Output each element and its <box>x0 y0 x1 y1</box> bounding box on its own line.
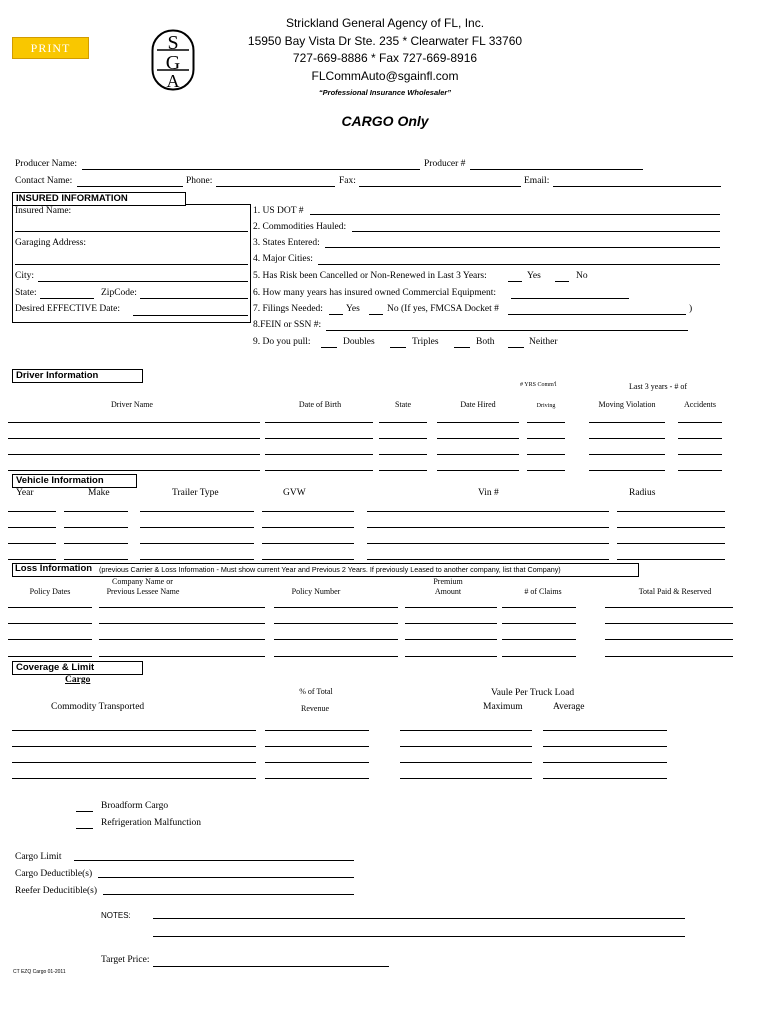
filings-close-paren: ) <box>689 304 693 314</box>
company-phone-fax: 727-669-8886 * Fax 727-669-8916 <box>292 51 478 65</box>
col-average: Average <box>553 702 585 712</box>
producer-number-field[interactable] <box>470 169 643 170</box>
insured-name-field[interactable] <box>15 231 248 232</box>
col-driver-name: Driver Name <box>111 400 153 409</box>
pull-neither-checkbox[interactable] <box>508 347 524 348</box>
col-accidents: Accidents <box>684 400 716 409</box>
states-entered-label: 3. States Entered: <box>253 238 320 248</box>
us-dot-field[interactable] <box>310 214 720 215</box>
years-owned-label: 6. How many years has insured owned Commercial Equipment: <box>253 288 496 298</box>
filings-label: 7. Filings Needed: <box>253 304 323 314</box>
pull-both-label: Both <box>476 337 495 347</box>
zipcode-field[interactable] <box>140 298 248 299</box>
phone-field[interactable] <box>216 186 335 187</box>
pull-label: 9. Do you pull: <box>253 337 311 347</box>
filings-no-label: No (If yes, FMCSA Docket # <box>387 304 499 314</box>
producer-name-field[interactable] <box>82 169 420 170</box>
col-policy-dates: Policy Dates <box>29 587 71 596</box>
col-trailer-type: Trailer Type <box>172 488 219 498</box>
col-premium-2: Amount <box>434 587 462 596</box>
cargo-limit-label: Cargo Limit <box>15 852 62 862</box>
vehicle-section-title: Vehicle Information <box>12 474 137 488</box>
cancelled-no-label: No <box>576 271 588 281</box>
us-dot-label: 1. US DOT # <box>253 206 304 216</box>
col-driving: Driving <box>536 403 556 409</box>
refrigeration-label: Refrigeration Malfunction <box>101 818 201 828</box>
broadform-checkbox[interactable] <box>76 811 93 812</box>
garaging-address-label: Garaging Address: <box>15 238 86 248</box>
svg-text:G: G <box>165 52 181 74</box>
col-moving-violation: Moving Violation <box>598 400 656 409</box>
col-revenue: Revenue <box>301 704 329 713</box>
cargo-limit-field[interactable] <box>74 860 354 861</box>
pull-doubles-label: Doubles <box>343 337 375 347</box>
major-cities-label: 4. Major Cities: <box>253 254 313 264</box>
col-policy-number: Policy Number <box>291 587 341 596</box>
company-address: 15950 Bay Vista Dr Ste. 235 * Clearwater FL 33760 <box>247 34 523 48</box>
col-value-per-truck: Vaule Per Truck Load <box>491 688 575 698</box>
broadform-label: Broadform Cargo <box>101 801 169 811</box>
producer-name-label: Producer Name: <box>15 159 77 169</box>
col-radius: Radius <box>629 488 656 498</box>
pull-both-checkbox[interactable] <box>454 347 470 348</box>
company-name: Strickland General Agency of FL, Inc. <box>285 16 485 30</box>
cancelled-label: 5. Has Risk been Cancelled or Non-Renewed in Last 3 Years: <box>253 271 487 281</box>
last-3-years-heading: Last 3 years - # of <box>629 382 687 391</box>
cancelled-yes-label: Yes <box>527 271 541 281</box>
insured-name-label: Insured Name: <box>15 206 72 216</box>
col-state: State <box>395 400 411 409</box>
commodities-label: 2. Commodities Hauled: <box>253 222 347 232</box>
major-cities-field[interactable] <box>318 264 720 265</box>
garaging-address-field[interactable] <box>15 264 248 265</box>
insured-section-title: INSURED INFORMATION <box>12 192 186 206</box>
col-make: Make <box>88 488 110 498</box>
notes-field-line-1[interactable] <box>153 918 685 919</box>
filings-yes-label: Yes <box>346 304 360 314</box>
col-company-name-2: Previous Lessee Name <box>106 587 180 596</box>
reefer-deductible-field[interactable] <box>103 894 354 895</box>
col-gvw: GVW <box>283 488 306 498</box>
fein-field[interactable] <box>326 330 688 331</box>
fax-label: Fax: <box>339 176 356 186</box>
col-date-of-birth: Date of Birth <box>298 400 342 409</box>
yrs-comml-heading: # YRS Comm'l <box>520 382 557 388</box>
form-code: CT EZQ Cargo 01-2011 <box>13 969 66 975</box>
pull-neither-label: Neither <box>529 337 558 347</box>
col-claims: # of Claims <box>524 587 562 596</box>
states-entered-field[interactable] <box>325 247 720 248</box>
col-vin: Vin # <box>478 488 499 498</box>
notes-field-line-2[interactable] <box>153 936 685 937</box>
target-price-label: Target Price: <box>101 955 150 965</box>
contact-name-field[interactable] <box>77 186 183 187</box>
cargo-deductible-field[interactable] <box>98 877 354 878</box>
print-button[interactable]: PRINT <box>12 37 89 59</box>
driver-section-title: Driver Information <box>12 369 143 383</box>
phone-label: Phone: <box>186 176 213 186</box>
fax-field[interactable] <box>359 186 521 187</box>
city-field[interactable] <box>38 281 248 282</box>
pull-triples-checkbox[interactable] <box>390 347 406 348</box>
target-price-field[interactable] <box>153 966 389 967</box>
filings-yes-checkbox[interactable] <box>329 314 343 315</box>
pull-doubles-checkbox[interactable] <box>321 347 337 348</box>
coverage-section-title: Coverage & Limit <box>12 661 143 675</box>
svg-text:S: S <box>167 32 179 54</box>
col-year: Year <box>16 488 34 498</box>
refrigeration-checkbox[interactable] <box>76 828 93 829</box>
svg-text:A: A <box>166 71 180 91</box>
contact-name-label: Contact Name: <box>15 176 73 186</box>
effective-date-field[interactable] <box>133 315 248 316</box>
city-label: City: <box>15 271 35 281</box>
state-field[interactable] <box>40 298 94 299</box>
email-label: Email: <box>524 176 550 186</box>
email-field[interactable] <box>553 186 721 187</box>
filings-no-checkbox[interactable] <box>369 314 383 315</box>
producer-number-label: Producer # <box>424 159 466 169</box>
col-maximum: Maximum <box>483 702 523 712</box>
form-title: CARGO Only <box>341 113 429 129</box>
notes-label: NOTES: <box>101 911 131 920</box>
fein-label: 8.FEIN or SSN #: <box>253 320 322 330</box>
cargo-heading: Cargo <box>65 675 91 685</box>
pull-triples-label: Triples <box>412 337 439 347</box>
cancelled-no-checkbox[interactable] <box>555 281 569 282</box>
tagline: “Professional Insurance Wholesaler” <box>318 88 452 97</box>
fmcsa-docket-field[interactable] <box>508 314 686 315</box>
effective-date-label: Desired EFFECTIVE Date: <box>15 304 121 314</box>
cargo-deductible-label: Cargo Deductible(s) <box>15 869 93 879</box>
col-premium-1: Premium <box>433 577 463 586</box>
col-company-name-1: Company Name or <box>112 577 173 586</box>
loss-note: (previous Carrier & Loss Information - Must show current Year and Previous 2 Years. If previously Leased to another company, list that Company) <box>99 565 561 574</box>
commodities-field[interactable] <box>352 231 720 232</box>
col-commodity: Commodity Transported <box>51 702 145 712</box>
col-total-paid: Total Paid & Reserved <box>638 587 712 596</box>
years-owned-field[interactable] <box>511 298 629 299</box>
reefer-deductible-label: Reefer Deducitible(s) <box>15 886 98 896</box>
cancelled-yes-checkbox[interactable] <box>508 281 522 282</box>
state-label: State: <box>15 288 37 298</box>
col-date-hired: Date Hired <box>460 400 496 409</box>
col-pct-total: % of Total <box>299 687 333 696</box>
zipcode-label: ZipCode: <box>101 288 137 298</box>
company-email: FLCommAuto@sgainfl.com <box>311 69 459 83</box>
loss-section-title: Loss Information <box>15 563 93 574</box>
